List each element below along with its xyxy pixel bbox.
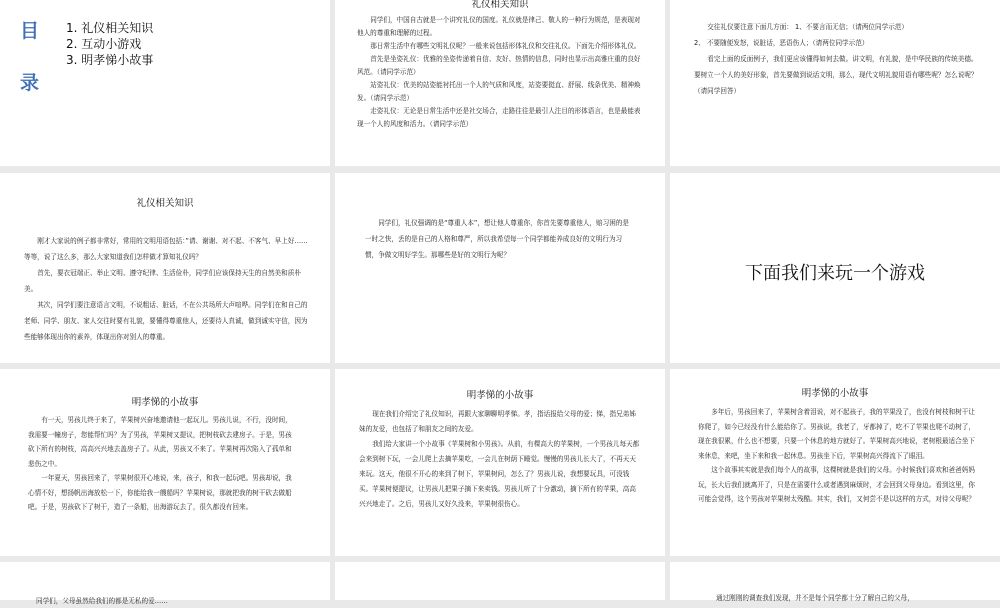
paragraph: 其次，同学们要注意语言文明，不说粗话、脏话，不在公共场所大声喧哗。同学们在和自己的老师、同学、朋友、家人交往时要有礼貌，要懂得尊重他人，还要待人真诚，做到诚实守信，因为些能够体现出你的素养，体现出你对别人的尊重。 [24, 301, 308, 341]
slide-toc[interactable] [0, 0, 330, 166]
paragraph: 站姿礼仪：优美的站姿能衬托出一个人的气质和风度，站姿要挺直、舒展、线条优美、精神焕发。（请同学示范） [357, 81, 641, 102]
paragraph: 刚才大家说的例子都非常好，常用的文明用语包括：”请、谢谢、对不起、不客气、早上好……等等，说了这么多，那么大家知道我们怎样做才算知礼仪吗？ [24, 237, 308, 261]
slide-etiquette-2[interactable] [670, 0, 1000, 166]
paragraph: 这个故事其实就是我们每个人的故事，这棵树就是我们的父母。小时候我们喜欢和爸爸妈妈玩，长大后我们就离开了，只是在需要什么或者遇到麻烦时，才会回到父母身边。看到这里，你可能会觉得，这个男孩对苹果树太残酷。其实，我们，又何尝不是以这样的方式，对待父母呢？ [698, 466, 975, 503]
slide-partial-2[interactable] [335, 562, 665, 600]
paragraph: 首先是坐姿礼仪：优雅的坐姿传递着自信、友好、热情的信息，同时也显示出高雅庄重的良好风范。（请同学示范） [357, 55, 641, 76]
slide-body [698, 405, 976, 507]
slide-title: 明孝悌的小故事 [801, 388, 869, 399]
slide-body [694, 19, 978, 99]
paragraph: 首先，要衣冠端正、举止文明、遵守纪律、生活俭朴，同学们应该保持天生的自然美和质朴美。 [24, 269, 301, 293]
slide-title: 礼仪相关知识 [136, 198, 194, 209]
slide-story-3[interactable] [670, 369, 1000, 556]
toc-item: 1. 礼仪相关知识 [66, 21, 154, 35]
paragraph: 多年后，男孩回来了，苹果树含着泪说，对不起孩子，我的苹果没了，也没有树枝和树干让你爬了，如今已经没有什么能给你了。男孩说，我老了，牙都掉了，吃不了苹果也爬不动树了，现在我很累，什么也不想要，只要一个休息的地方就好了。苹果树高兴地说，老树根最适合坐下来休息，来吧，坐下来和我一起休息。男孩坐下后，苹果树高兴得流下了眼泪。 [698, 408, 975, 460]
paragraph: 同学们，礼仪强调的是“尊重人本”，想让他人尊重你，你首先要尊重他人，赔习困的是一时之快，丢的是自己的人格和尊严，所以我希望每一个同学都能养成良好的文明行为习惯，争做文明好学生。那哪些是好的文明行为呢？ [365, 219, 629, 259]
paragraph: 2、 不要随便发怒，说脏话，恶语伤人；（请两位同学示范） [694, 39, 869, 47]
paragraph: 同学们，中国自古就是一个讲究礼仪的国度。礼仪就是律己、敬人的一种行为规范，是表现对他人的尊重和理解的过程。 [357, 16, 641, 37]
paragraph: 一年夏天，男孩回来了，苹果树很开心地说，来，孩子，和我一起玩吧。男孩却说，我心情不好，想扬帆出海放松一下，你能给我一艘船吗？苹果树说，那就把我的树干砍去做船吧。于是，男孩砍下了树干，造了一条船，出海游玩去了，很久都没有回来。 [28, 474, 292, 511]
paragraph: 有一天，男孩儿终于来了，苹果树兴奋地邀请他一起玩儿。男孩儿说，不行，没时间，我需要一幢房子，您能帮忙吗？为了男孩，苹果树又提议，把树枝砍去建房子。于是，男孩砍下所有的树枝，高高兴兴地去盖房子了。从此，男孩又不来了。苹果树再次陷入了孤单和悲伤之中。 [28, 416, 292, 468]
slide-story-2[interactable] [335, 369, 665, 556]
slide-partial-3[interactable] [670, 562, 1000, 600]
toc-list [66, 20, 158, 68]
paragraph: 现在我们介绍完了礼仪知识，再跟大家聊聊明孝悌。孝，指话报给父母的爱；悌，指兄弟姊妹的友爱，也包括了和朋友之间的友爱。 [359, 410, 636, 433]
slide-game[interactable] [670, 173, 1000, 363]
slide-etiquette-3[interactable] [0, 173, 330, 363]
slide-story-1[interactable] [0, 369, 330, 556]
slide-title: 明孝悌的小故事 [466, 390, 534, 401]
slide-etiquette-1[interactable] [335, 0, 665, 166]
toc-side-label [20, 5, 44, 109]
paragraph: 看完上面的反面例子，我们更应该懂得如何去做。讲文明，有礼貌，是中华民族的传统美德。要树立一个人的美好形象，首先要做到说话文明，那么，现代文明礼貌用语有哪些呢？怎么说呢？（请同学回答） [694, 55, 978, 95]
slide-heading: 下面我们来玩一个游戏 [745, 263, 925, 284]
slide-etiquette-4[interactable] [335, 173, 665, 363]
slide-body [24, 233, 308, 345]
slide-title: 礼仪相关知识 [471, 0, 529, 10]
slide-partial-1[interactable] [0, 562, 330, 605]
toc-char-1: 目 [20, 20, 40, 42]
slide-body [359, 407, 641, 512]
slide-body: 同学们，父母虽然给我们的都是无私的爱…… [36, 597, 168, 605]
paragraph: 走姿礼仪：无论是日常生活中还是社交场合，走路往往是最引人注目的形体语言，也是最能表现一个人的风度和活力。（请同学示范） [357, 107, 641, 128]
paragraph: 那日常生活中有哪些文明礼仪呢？一般来说包括形体礼仪和交往礼仪。下面先介绍形体礼仪。 [370, 42, 641, 50]
slide-title: 明孝悌的小故事 [131, 397, 199, 408]
slide-body: 通过刚刚的调查我们发现，并不是每个同学都十分了解自己的父母， [716, 594, 914, 602]
paragraph: 我们给大家讲一个小故事《苹果树和小男孩》。从前，有棵高大的苹果树，一个男孩儿每天都会来到树下玩，一会儿爬上去摘苹果吃，一会儿在树荫下睡觉。慢慢的男孩儿长大了，不再天天来玩。这天，他很不开心的来到了树下，苹果树问，怎么了？男孩儿说，我想要玩具，可没钱买。苹果树便提议，让男孩儿把果子摘下来卖钱。男孩儿听了十分激动，摘下所有的苹果，高高兴兴地走了。之后，男孩儿又好久没来，苹果树很伤心。 [359, 440, 640, 508]
toc-item: 2. 互动小游戏 [66, 37, 142, 51]
slide-body [28, 413, 296, 515]
paragraph: 交往礼仪要注意下面几方面： 1、不要言而无信；（请两位同学示范） [707, 23, 908, 31]
toc-item: 3. 明孝悌小故事 [66, 53, 154, 67]
slide-body [365, 215, 635, 263]
slide-body [357, 14, 645, 131]
toc-char-2: 录 [20, 72, 40, 94]
